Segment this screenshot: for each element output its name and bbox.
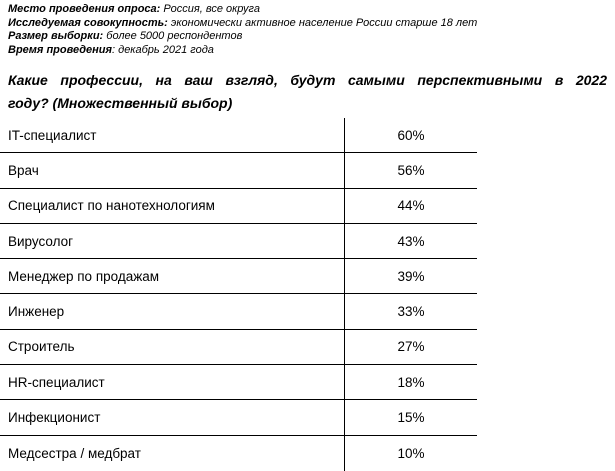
results-table (0, 118, 477, 471)
profession-label: HR-специалист (8, 374, 105, 390)
percentage-value: 27% (344, 330, 477, 364)
profession-label: IT-специалист (8, 127, 97, 143)
meta-value: Россия, все округа (160, 3, 260, 15)
meta-value: более 5000 респондентов (103, 30, 243, 43)
profession-label: Медсестра / медбрат (8, 445, 141, 461)
table-row (0, 153, 477, 188)
survey-question (8, 69, 607, 115)
percentage-value: 18% (344, 365, 477, 399)
table-row (0, 436, 477, 471)
survey-meta (8, 3, 608, 57)
profession-label: Вирусолог (8, 233, 74, 249)
profession-label: Инфекционист (8, 410, 101, 426)
percentage-value: 60% (344, 118, 477, 152)
table-row (0, 400, 477, 435)
table-row (0, 189, 477, 224)
meta-line-place (8, 3, 608, 17)
percentage-value: 56% (344, 153, 477, 187)
meta-label: Время проведения (8, 43, 112, 56)
profession-label: Инженер (8, 304, 65, 320)
profession-label: Специалист по нанотехнологиям (8, 198, 215, 214)
meta-line-time (8, 44, 608, 58)
table-row (0, 365, 477, 400)
question-line-1: Какие профессии, на ваш взгляд, будут самыми перспективными в 2022 (8, 72, 607, 88)
meta-line-population (8, 17, 608, 31)
percentage-value: 44% (344, 189, 477, 223)
table-row (0, 294, 477, 329)
table-row (0, 118, 477, 153)
profession-label: Строитель (8, 339, 75, 355)
meta-label: Размер выборки: (8, 30, 104, 43)
table-row (0, 330, 477, 365)
percentage-value: 10% (344, 436, 477, 471)
meta-value: : декабрь 2021 года (112, 43, 214, 56)
meta-label: Исследуемая совокупность: (8, 16, 168, 29)
percentage-value: 39% (344, 259, 477, 293)
meta-label: Место проведения опроса: (8, 3, 161, 15)
question-line-2: году? (Множественный выбор) (8, 95, 233, 111)
percentage-value: 43% (344, 224, 477, 258)
percentage-value: 15% (344, 400, 477, 434)
meta-value: экономически активное население России старше 18 лет (167, 16, 478, 29)
percentage-value: 33% (344, 294, 477, 328)
table-row (0, 224, 477, 259)
profession-label: Врач (8, 162, 39, 178)
table-row (0, 259, 477, 294)
profession-label: Менеджер по продажам (8, 268, 160, 284)
meta-line-sample-size (8, 30, 608, 44)
